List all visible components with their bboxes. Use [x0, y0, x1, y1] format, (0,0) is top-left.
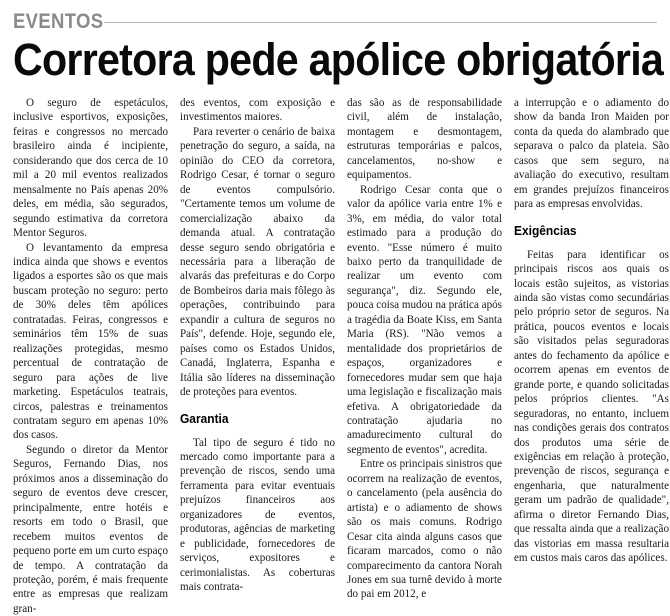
article-column-4: [514, 96, 669, 566]
article-body-columns: [13, 96, 669, 616]
section-kicker: EVENTOS: [13, 9, 104, 33]
paragraph: Para reverter o cenário de baixa penetração do seguro, a saída, na opinião do CEO da corretora, Rodrigo Cesar, é tornar o seguro de eventos compulsório. "Certamente temos um volume de comercialização abaixo da demanda atual. A contratação desse seguro sendo obrigatória e necessária para a liberação de alvarás das prefeituras e do Corpo de Bombeiros daria mais fôlego às operações, contribuindo para expandir a cultura de seguros no País", defende. Hoje, segundo ele, países como os Estados Unidos, Canadá, Inglaterra, Espanha e Itália são líderes na disseminação de proteções para eventos.: [180, 125, 335, 399]
paragraph: a interrupção e o adiamento do show da banda Iron Maiden por conta da queda do alambrado que separava o palco da plateia. São casos que sem seguro, na avaliação do executivo, resultam em grandes prejuízos financeiros para as empresas envolvidas.: [514, 97, 669, 211]
article-column-1: [13, 96, 168, 616]
subheading-exigencias: Exigências: [514, 222, 577, 238]
kicker-divider-rule: [104, 22, 657, 23]
paragraph: Segundo o diretor da Mentor Seguros, Fernando Dias, nos próximos anos a disseminação do seguro de eventos deve crescer, principalmente, entre hotéis e resorts em todo o Brasil, que recebem muitos eventos de pequeno porte em um curto espaço de tempo. A contratação da proteção, porém, é mais frequente entre as empresas que realizam gran-: [13, 443, 168, 615]
paragraph: Feitas para identificar os principais riscos aos quais os locais estão sujeitos, as vistorias ainda são vistas como secundárias pelo próprio setor de seguros. Na prática, poucos eventos e locais são visitados pelas seguradoras antes do fechamento da apólice e ocorrem apenas em eventos de grande porte, e quando solicitadas pelos próprios clientes. "As seguradoras, no entanto, incluem nas condições gerais dos contratos dos produtos uma série de exigências em relação à proteção, prevenção de riscos, segurança e engenharia, que naturalmente geram um padrão de qualidade", afirma o diretor Fernando Dias, que ressalta ainda que a realização das vistorias em massa resultaria em custos mais caros das apólices.: [514, 248, 669, 565]
subheading-garantia: Garantia: [180, 410, 229, 426]
article-column-2: [180, 96, 335, 595]
paragraph: O seguro de espetáculos, inclusive esportivos, exposições, feiras e congressos no mercado brasileiro ainda é incipiente, considerando que dos cerca de 10 mil a 20 mil eventos realizados mensalmente no País apenas 20% deles, em média, são segurados, segundo estimativa da corretora Mentor Seguros.: [13, 97, 168, 240]
article-column-3: [347, 96, 502, 602]
paragraph: das são as de responsabilidade civil, além de instalação, montagem e desmontagem, estruturas temporárias e palcos, cancelamentos, no-show e equipamentos.: [347, 97, 502, 182]
article-headline: Corretora pede apólice obrigatória: [13, 34, 664, 85]
paragraph: des eventos, com exposição e investimentos maiores.: [180, 97, 335, 124]
paragraph: Entre os principais sinistros que ocorrem na realização de eventos, o cancelamento (pela ausência do artista) e o adiamento de shows são os mais comuns. Rodrigo Cesar cita ainda alguns casos que ficaram marcados, como o não comparecimento da cantora Norah Jones em sua turnê devido à morte do pai em 2012, e: [347, 458, 502, 601]
paragraph: Rodrigo Cesar conta que o valor da apólice varia entre 1% e 3%, em média, do valor total estimado para a produção do evento. "Esse número é muito baixo perto da tranquilidade de realizar um evento com segurança", diz. Segundo ele, pouca coisa mudou na prática após a tragédia da Boate Kiss, em Santa Maria (RS). "Não vemos a mentalidade dos proprietários de espaços, organizadores e fornecedores mudar sem que haja uma legislação e fiscalização mais efetiva. A obrigatoriedade da contratação ajudaria no amadurecimento cultural do segmento de eventos", acredita.: [347, 183, 502, 456]
paragraph: Tal tipo de seguro é tido no mercado como importante para a prevenção de riscos, sendo uma ferramenta para evitar eventuais prejuízos financeiros aos organizadores de eventos, produtoras, agências de marketing e publicidade, fornecedores de serviços, expositores e cerimonialistas. As coberturas mais contrata-: [180, 436, 335, 594]
paragraph: O levantamento da empresa indica ainda que shows e eventos ligados a esportes são os que mais buscam proteção no seguro: perto de 30% deles têm apólices contratadas. Feiras, congressos e seminários têm 15% de suas realizações protegidas, mesmo percentual de contratação de seguro para ações de live marketing. Espetáculos teatrais, circos, palestras e treinamentos contratam seguro em apenas 10% dos casos.: [13, 241, 168, 442]
section-kicker-row: [13, 8, 657, 34]
